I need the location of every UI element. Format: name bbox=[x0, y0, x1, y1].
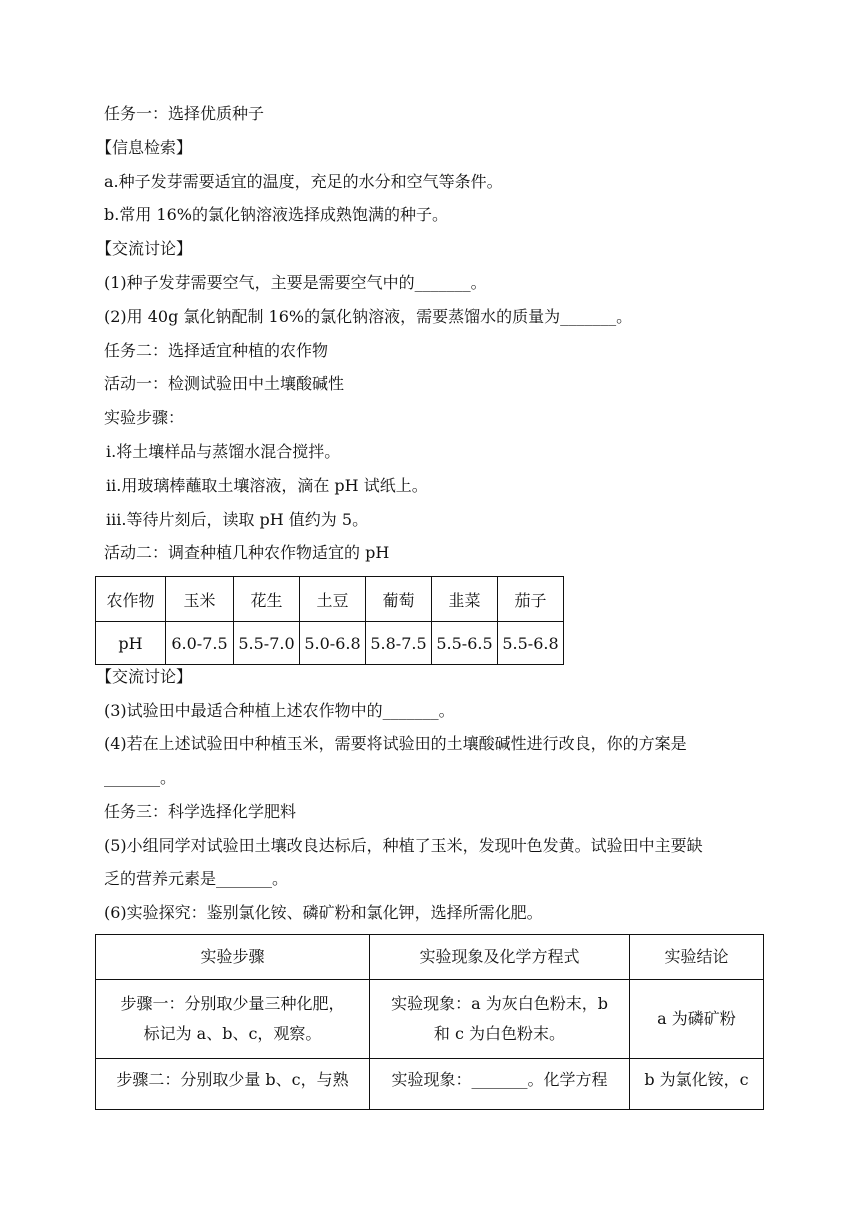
experiment-row-step-1 bbox=[96, 980, 764, 1059]
experiment-phenomenon-cell bbox=[370, 980, 630, 1059]
phenomenon-2-text: 实验现象：_______。化学方程 bbox=[391, 1070, 608, 1089]
crop-ph-cell: pH bbox=[96, 622, 166, 665]
crop-header-cell: 土豆 bbox=[300, 577, 366, 622]
phenomenon-1-line-1: 实验现象：a 为灰白色粉末，b bbox=[391, 994, 608, 1013]
experiment-step-cell bbox=[96, 980, 370, 1059]
activity-1: 活动一：检测试验田中土壤酸碱性 bbox=[104, 374, 345, 393]
question-6: (6)实验探究：鉴别氯化铵、磷矿粉和氯化钾，选择所需化肥。 bbox=[104, 903, 543, 922]
crop-table-ph-row bbox=[96, 622, 564, 665]
info-b: b.常用 16%的氯化钠溶液选择成熟饱满的种子。 bbox=[104, 205, 448, 224]
experiment-step-cell bbox=[96, 1059, 370, 1110]
crop-header-cell: 韭菜 bbox=[432, 577, 498, 622]
crop-ph-cell: 5.8-7.5 bbox=[366, 622, 432, 665]
experiment-row-step-2 bbox=[96, 1059, 764, 1110]
step-1-text-line-2: 标记为 a、b、c，观察。 bbox=[143, 1024, 322, 1043]
crop-ph-cell: 6.0-7.5 bbox=[166, 622, 234, 665]
task2-title: 任务二：选择适宜种植的农作物 bbox=[104, 341, 329, 360]
experiment-header-cell: 实验步骤 bbox=[96, 935, 370, 980]
question-2: (2)用 40g 氯化钠配制 16%的氯化钠溶液，需要蒸馏水的质量为_______。 bbox=[104, 307, 633, 326]
info-a: a.种子发芽需要适宜的温度，充足的水分和空气等条件。 bbox=[104, 172, 503, 191]
experiment-conclusion-cell: a 为磷矿粉 bbox=[630, 980, 764, 1059]
crop-header-cell: 花生 bbox=[234, 577, 300, 622]
experiment-table-header-row bbox=[96, 935, 764, 980]
question-4-line-2: _______。 bbox=[104, 768, 177, 787]
crop-ph-cell: 5.5-6.5 bbox=[432, 622, 498, 665]
experiment-header-cell: 实验结论 bbox=[630, 935, 764, 980]
crop-ph-table bbox=[95, 576, 564, 665]
task1-title: 任务一：选择优质种子 bbox=[104, 104, 265, 123]
step-iii: ⅲ.等待片刻后，读取 pH 值约为 5。 bbox=[106, 510, 369, 529]
activity-2: 活动二：调查种植几种农作物适宜的 pH bbox=[104, 543, 390, 562]
crop-header-cell: 茄子 bbox=[498, 577, 564, 622]
steps-label: 实验步骤： bbox=[104, 408, 185, 427]
question-4-line-1: (4)若在上述试验田中种植玉米，需要将试验田的土壤酸碱性进行改良，你的方案是 bbox=[104, 734, 687, 753]
question-1: (1)种子发芽需要空气，主要是需要空气中的_______。 bbox=[104, 273, 487, 292]
experiment-conclusion-cell bbox=[630, 1059, 764, 1110]
experiment-header-cell: 实验现象及化学方程式 bbox=[370, 935, 630, 980]
crop-ph-cell: 5.5-6.8 bbox=[498, 622, 564, 665]
step-i: ⅰ.将土壤样品与蒸馏水混合搅拌。 bbox=[106, 442, 341, 461]
discussion-heading-1: 【交流讨论】 bbox=[96, 239, 193, 258]
task3-title: 任务三：科学选择化学肥料 bbox=[104, 802, 297, 821]
experiment-phenomenon-cell bbox=[370, 1059, 630, 1110]
phenomenon-1-line-2: 和 c 为白色粉末。 bbox=[433, 1024, 566, 1043]
crop-ph-cell: 5.5-7.0 bbox=[234, 622, 300, 665]
step-2-text: 步骤二：分别取少量 b、c，与熟 bbox=[116, 1070, 349, 1089]
step-1-text-line-1: 步骤一：分别取少量三种化肥， bbox=[120, 994, 345, 1013]
conclusion-2-text: b 为氯化铵，c bbox=[644, 1070, 749, 1089]
question-5-line-2: 乏的营养元素是_______。 bbox=[104, 869, 289, 888]
crop-ph-cell: 5.0-6.8 bbox=[300, 622, 366, 665]
question-5-line-1: (5)小组同学对试验田土壤改良达标后，种植了玉米，发现叶色发黄。试验田中主要缺 bbox=[104, 836, 703, 855]
crop-header-cell: 玉米 bbox=[166, 577, 234, 622]
step-ii: ⅱ.用玻璃棒蘸取土壤溶液，滴在 pH 试纸上。 bbox=[106, 476, 428, 495]
crop-header-cell: 农作物 bbox=[96, 577, 166, 622]
info-heading: 【信息检索】 bbox=[96, 138, 193, 157]
discussion-heading-2: 【交流讨论】 bbox=[96, 667, 193, 686]
question-3: (3)试验田中最适合种植上述农作物中的_______。 bbox=[104, 701, 455, 720]
crop-header-cell: 葡萄 bbox=[366, 577, 432, 622]
crop-table-header-row bbox=[96, 577, 564, 622]
experiment-table bbox=[95, 934, 764, 1110]
